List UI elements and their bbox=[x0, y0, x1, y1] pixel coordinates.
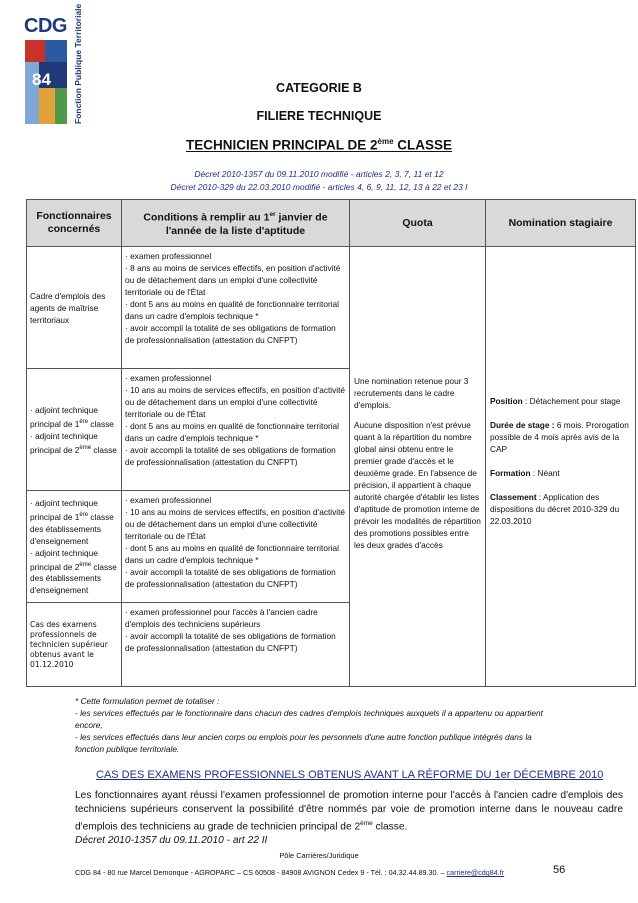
section-text-sup: ème bbox=[360, 820, 373, 827]
formation-label: Formation bbox=[490, 467, 531, 478]
condition-item: · examen professionnel pour l'accès à l'ancien cadre d'emplois des techniciens supérieurs bbox=[125, 607, 318, 629]
nomination-position bbox=[490, 395, 631, 407]
header-nomination: Nomination stagiaire bbox=[486, 200, 636, 247]
header-conditions bbox=[122, 200, 350, 247]
concerned-line bbox=[30, 430, 118, 456]
section-text-a: Les fonctionnaires ayant réussi l'examen professionnel de promotion interne pour l'accès à l'ancien cadre d'emplois des techniciens supérieurs conservent la possibilité d'être nommés par voie de promotion interne dans le nouveau cadre d'emplois des techniciens au grade de technicien principal de 2 bbox=[75, 790, 623, 833]
grade-title-main: TECHNICIEN PRINCIPAL DE 2 bbox=[185, 137, 378, 153]
table-header-row bbox=[27, 200, 636, 247]
duree-label: Durée de stage : bbox=[490, 419, 555, 430]
condition-item: · avoir accompli la totalité de ses obligations de formation de professionnalisation (attestation du CNFPT) bbox=[125, 631, 336, 653]
condition-item: · 10 ans au moins de services effectifs, en position d'activité ou de détachement dans un emploi d'une collectivité territoriale ou de l'État bbox=[125, 385, 346, 419]
concerned-line bbox=[30, 497, 118, 547]
header-conditions-b: janvier de l'année de la liste d'aptitude bbox=[165, 211, 328, 237]
concerned-a-end: classe des établissements d'enseignement bbox=[30, 511, 114, 546]
cdg84-logo bbox=[22, 3, 88, 124]
row2-concerned bbox=[27, 369, 122, 491]
footer-address: CDG 84 - 80 rue Marcel Demonque - AGROPARC – CS 60508 - 84908 AVIGNON Cedex 9 - Tél. : 04.32.44.89.30. – bbox=[75, 868, 447, 877]
condition-item: · examen professionnel bbox=[125, 373, 212, 383]
duree-text: 6 mois. Prorogation possible de 4 mois après avis de la CAP bbox=[490, 419, 629, 454]
nomination-cell bbox=[486, 247, 636, 687]
condition-item: · 8 ans au moins de services effectifs, en position d'activité ou de détachement dans un emploi d'une collectivité territoriale ou de l'État bbox=[125, 263, 341, 297]
row4-concerned: Cas des examens professionnels de technicien supérieur obtenus avant le 01.12.2010 bbox=[27, 603, 122, 687]
row1-conditions bbox=[122, 247, 350, 369]
promotion-table bbox=[26, 199, 636, 687]
footer-address-line bbox=[75, 868, 504, 877]
concerned-b-end: classe bbox=[91, 444, 117, 455]
condition-item: · dont 5 ans au moins en qualité de fonctionnaire territorial dans un cadre d'emplois technique * bbox=[125, 299, 340, 321]
formation-text: : Néant bbox=[530, 467, 560, 478]
page-number: 56 bbox=[553, 864, 566, 876]
footer-email-link[interactable]: carriere@cdg84.fr bbox=[446, 868, 505, 877]
section-paragraph bbox=[75, 789, 623, 848]
logo-letters: CDG bbox=[24, 15, 67, 37]
header-conditions-a: Conditions à remplir au 1 bbox=[143, 211, 270, 224]
footer-service: Pôle Carrières/Juridique bbox=[279, 851, 359, 860]
grade-title-sup: ème bbox=[377, 137, 394, 146]
decree-line-1: Décret 2010-1357 du 09.11.2010 modifié - articles 2, 3, 7, 11 et 12 bbox=[194, 169, 444, 179]
condition-item: · examen professionnel bbox=[125, 495, 212, 505]
decree-line-2: Décret 2010-329 du 22.03.2010 modifié - articles 4, 6, 9, 11, 12, 13 à 22 et 23 I bbox=[170, 182, 468, 192]
concerned-a-sup: ère bbox=[79, 511, 89, 518]
position-label: Position bbox=[490, 395, 523, 406]
condition-item: · examen professionnel bbox=[125, 251, 212, 261]
row2-conditions bbox=[122, 369, 350, 491]
classement-label: Classement bbox=[490, 491, 537, 502]
condition-item: · 10 ans au moins de services effectifs, en position d'activité ou de détachement dans un emploi d'une collectivité territoriale ou de l'État bbox=[125, 507, 346, 541]
header-quota: Quota bbox=[350, 200, 486, 247]
concerned-line bbox=[30, 547, 118, 597]
category-heading: CATEGORIE B bbox=[276, 81, 362, 95]
concerned-a-end: classe bbox=[88, 418, 114, 429]
header-concerned: Fonctionnaires concernés bbox=[27, 200, 122, 247]
footnote bbox=[75, 695, 555, 755]
row3-conditions bbox=[122, 491, 350, 603]
nomination-duree bbox=[490, 419, 631, 455]
concerned-b-sup: ème bbox=[79, 444, 92, 451]
classement-text: : Application des dispositions du décret 2010-329 du 22.03.2010 bbox=[490, 491, 620, 526]
filiere-heading: FILIERE TECHNIQUE bbox=[256, 109, 382, 123]
logo-number: 84 bbox=[32, 70, 51, 89]
concerned-a: · adjoint technique principal de 1 bbox=[30, 404, 98, 429]
concerned-b: · adjoint technique principal de 2 bbox=[30, 547, 98, 572]
concerned-a: · adjoint technique principal de 1 bbox=[30, 497, 98, 522]
quota-p2: Aucune disposition n'est prévue quant à la répartition du nombre global ainsi obtenu entre le premier grade d'accès et le deuxième grade. En l'absence de précision, il appartient à chaque autorité chargée d'établir les listes d'aptitude de promotion interne de prévoir les modalités de répartition des promotions possibles entre les deux grades d'accès bbox=[354, 419, 481, 550]
concerned-b: · adjoint technique principal de 2 bbox=[30, 430, 98, 455]
condition-item: · dont 5 ans au moins en qualité de fonctionnaire territorial dans un cadre d'emplois technique * bbox=[125, 421, 340, 443]
footnote-line: - les services effectués dans leur ancien corps ou emplois pour les personnels d'une autre fonction publique intégrés dans la fonction publique territoriale. bbox=[75, 732, 532, 754]
condition-item: · dont 5 ans au moins en qualité de fonctionnaire territorial dans un cadre d'emplois technique * bbox=[125, 543, 340, 565]
concerned-b-end: classe des établissements d'enseignement bbox=[30, 561, 117, 596]
section-heading: CAS DES EXAMENS PROFESSIONNELS OBTENUS AVANT LA RÉFORME DU 1er DÉCEMBRE 2010 bbox=[96, 769, 604, 781]
quota-cell bbox=[350, 247, 486, 687]
row4-conditions bbox=[122, 603, 350, 687]
row1-concerned: Cadre d'emplois des agents de maîtrise territoriaux bbox=[27, 247, 122, 369]
footnote-line: * Cette formulation permet de totaliser : bbox=[75, 696, 220, 706]
header-conditions-sup: er bbox=[269, 211, 276, 219]
footnote-line: - les services effectués par le fonctionnaire dans chacun des cadres d'emplois techniques auxquels il a appartenu ou appartient encore, bbox=[75, 708, 543, 730]
table-row bbox=[27, 247, 636, 369]
concerned-b-sup: ème bbox=[79, 561, 92, 568]
concerned-line bbox=[30, 404, 118, 430]
condition-item: · avoir accompli la totalité de ses obligations de formation de professionnalisation (attestation du CNFPT) bbox=[125, 567, 336, 589]
condition-item: · avoir accompli la totalité de ses obligations de formation de professionnalisation (attestation du CNFPT) bbox=[125, 445, 336, 467]
section-text-b: classe. bbox=[372, 821, 408, 833]
grade-title-end: CLASSE bbox=[393, 137, 453, 153]
grade-title bbox=[0, 137, 638, 153]
row3-concerned bbox=[27, 491, 122, 603]
concerned-a-sup: ère bbox=[79, 418, 89, 425]
condition-item: · avoir accompli la totalité de ses obligations de formation de professionnalisation (attestation du CNFPT) bbox=[125, 323, 336, 345]
quota-p1: Une nomination retenue pour 3 recrutements dans le cadre d'emplois. bbox=[354, 375, 469, 410]
position-text: : Détachement pour stage bbox=[522, 395, 621, 406]
nomination-formation bbox=[490, 467, 631, 479]
section-reference: Décret 2010-1357 du 09.11.2010 - art 22 II bbox=[75, 835, 268, 847]
nomination-classement bbox=[490, 491, 631, 527]
logo-vertical-text: Fonction Publique Territoriale bbox=[73, 3, 83, 124]
